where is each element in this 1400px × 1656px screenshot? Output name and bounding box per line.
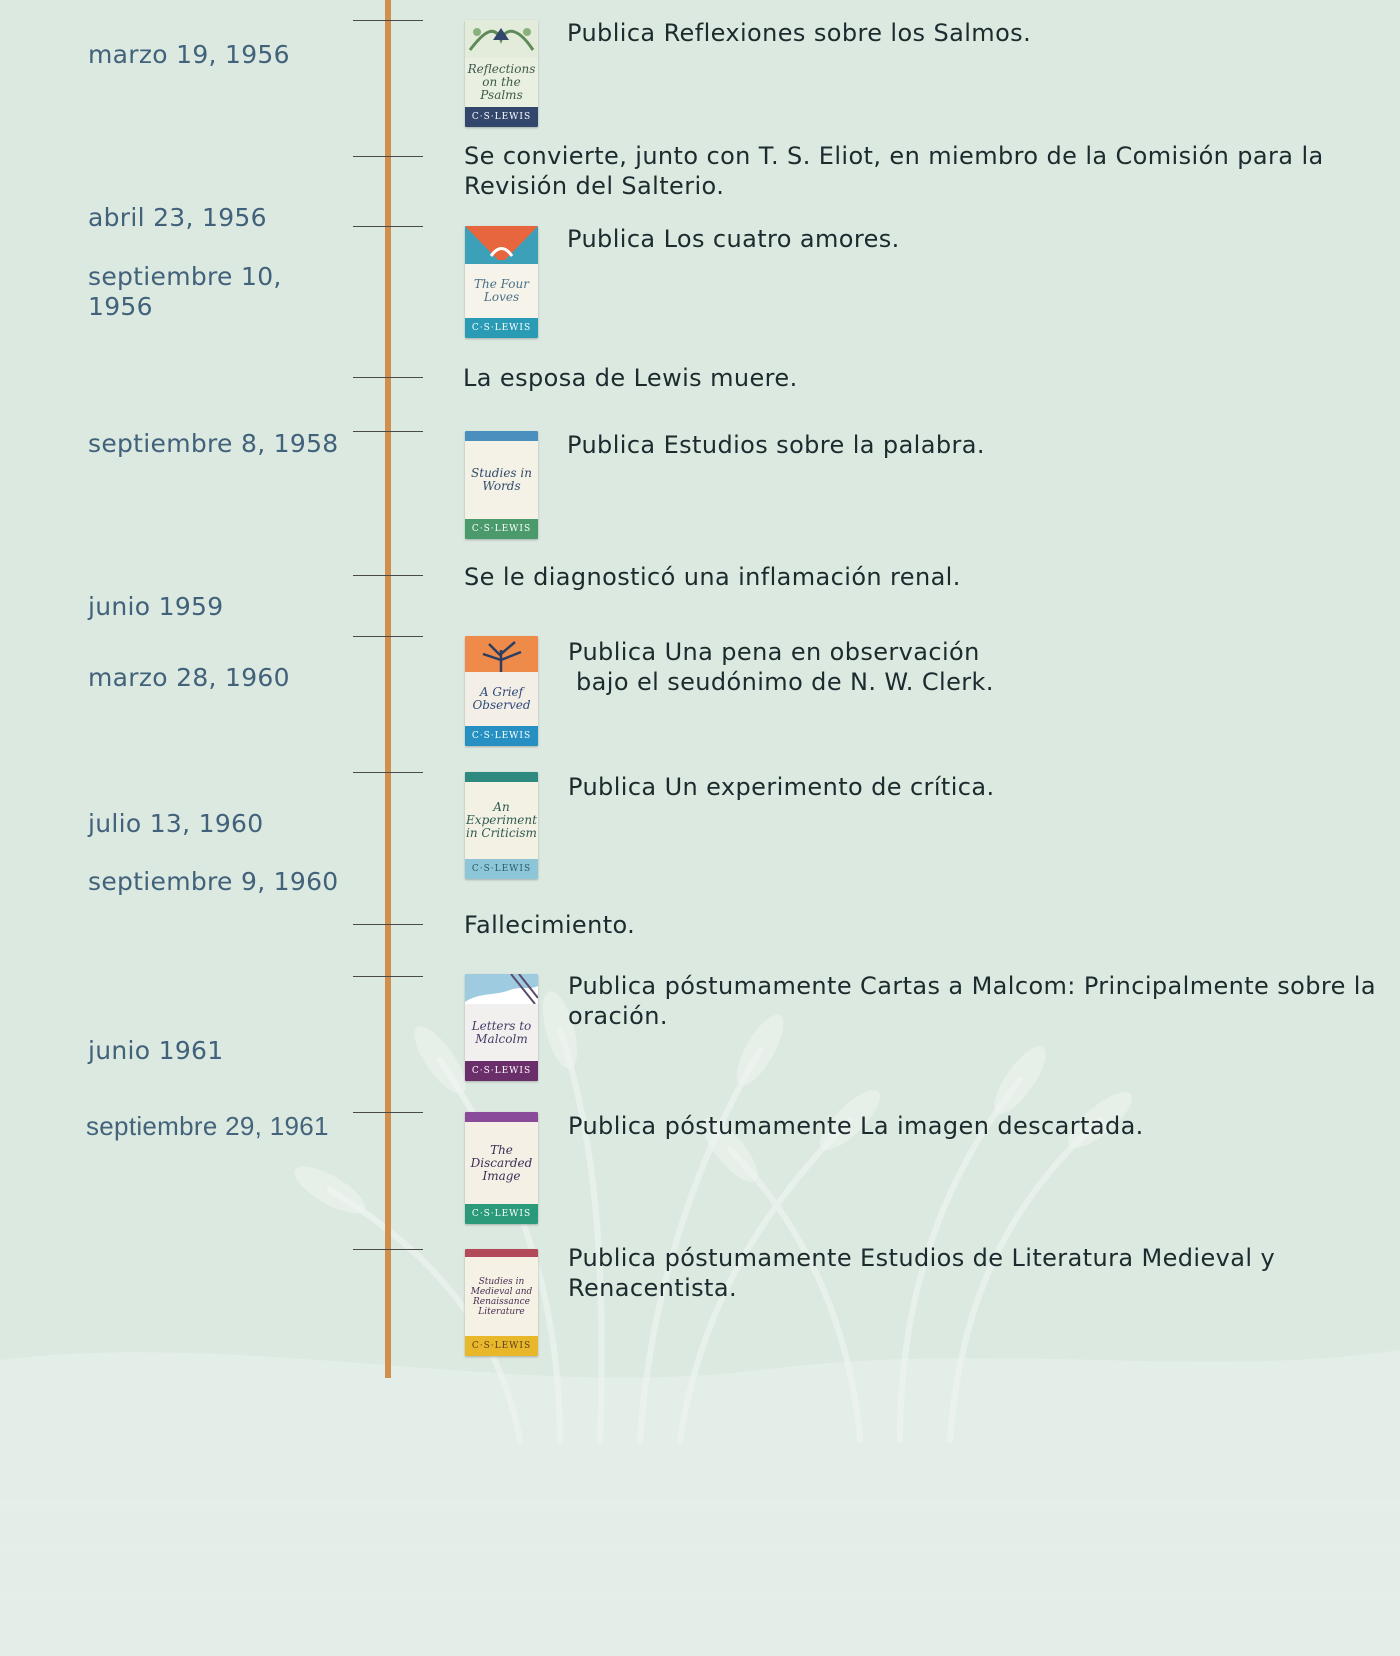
book-author: C·S·LEWIS xyxy=(465,1204,538,1224)
leaf-pattern-icon xyxy=(465,20,538,58)
event-text: Publica Reflexiones sobre los Salmos. xyxy=(567,19,1032,47)
book-cover-icon xyxy=(465,636,538,746)
book-title: Studies in Medieval and Renaissance Literature xyxy=(470,1276,533,1317)
book-title: Letters to Malcolm xyxy=(471,1018,532,1046)
timeline-date: septiembre 10, 1956 xyxy=(88,262,282,321)
event-text: Publica póstumamente Cartas a Malcom: Principalmente sobre la oración. xyxy=(568,972,1385,1030)
event-text: Publica Estudios sobre la palabra. xyxy=(567,431,985,459)
book-title: The Discarded Image xyxy=(470,1142,533,1183)
timeline-tick xyxy=(353,377,423,378)
sunburst-art-icon xyxy=(465,226,538,264)
event-text: Fallecimiento. xyxy=(464,911,636,939)
tree-art-icon xyxy=(465,636,538,672)
book-cover-icon xyxy=(465,1249,538,1356)
book-title: Studies in Words xyxy=(471,466,532,493)
book-title: A Grief Observed xyxy=(472,685,531,712)
timeline-date: abril 23, 1956 xyxy=(88,203,267,232)
event-text: Publica póstumamente Estudios de Literatura Medieval y Renacentista. xyxy=(568,1244,1284,1302)
book-author: C·S·LEWIS xyxy=(465,1336,538,1356)
timeline-axis xyxy=(385,0,391,1378)
book-author: C·S·LEWIS xyxy=(465,726,538,746)
event-text: Se le diagnosticó una inflamación renal. xyxy=(464,563,961,591)
timeline-date: septiembre 8, 1958 xyxy=(88,429,339,458)
timeline-tick xyxy=(353,1249,423,1250)
event-text: La esposa de Lewis muere. xyxy=(463,364,798,392)
timeline-date: julio 13, 1960 xyxy=(88,809,264,838)
book-author: C·S·LEWIS xyxy=(465,1061,538,1081)
book-author: C·S·LEWIS xyxy=(465,859,538,879)
book-cover-icon xyxy=(465,1112,538,1224)
book-cover-icon xyxy=(465,226,538,338)
timeline-date: septiembre 9, 1960 xyxy=(88,867,339,896)
book-title: The Four Loves xyxy=(473,277,529,304)
timeline-tick xyxy=(353,226,423,227)
book-author: C·S·LEWIS xyxy=(465,107,538,127)
timeline-date: marzo 28, 1960 xyxy=(88,663,290,692)
book-cover-icon xyxy=(465,772,538,879)
event-text: Publica Los cuatro amores. xyxy=(567,225,900,253)
book-cover-icon xyxy=(465,431,538,539)
timeline-date: septiembre 29, 1961 xyxy=(86,1111,329,1141)
top-band-icon xyxy=(465,431,538,441)
timeline-tick xyxy=(353,636,423,637)
timeline-date: junio 1961 xyxy=(88,1036,224,1065)
top-band-icon xyxy=(465,1249,538,1257)
event-text: Publica Una pena en observación bajo el seudónimo de N. W. Clerk. xyxy=(568,638,994,696)
book-author: C·S·LEWIS xyxy=(465,318,538,338)
timeline-tick xyxy=(353,20,423,21)
timeline-tick xyxy=(353,575,423,576)
book-title: Reflections on the Psalms xyxy=(465,58,538,107)
timeline-tick xyxy=(353,976,423,977)
event-text: Publica Un experimento de crítica. xyxy=(568,773,995,801)
ladder-art-icon xyxy=(465,974,538,1004)
book-title: An Experiment in Criticism xyxy=(466,800,537,840)
timeline-date: junio 1959 xyxy=(88,592,224,621)
timeline-tick xyxy=(353,924,423,925)
event-text: Publica póstumamente La imagen descartada. xyxy=(568,1112,1144,1140)
timeline-tick xyxy=(353,772,423,773)
top-band-icon xyxy=(465,1112,538,1122)
book-cover-icon xyxy=(465,974,538,1081)
timeline-date: marzo 19, 1956 xyxy=(88,40,290,69)
timeline-tick xyxy=(353,1112,423,1113)
book-cover-icon xyxy=(465,20,538,127)
event-text: Se convierte, junto con T. S. Eliot, en miembro de la Comisión para la Revisión del Salterio. xyxy=(464,142,1332,200)
book-author: C·S·LEWIS xyxy=(465,519,538,539)
timeline-tick xyxy=(353,431,423,432)
timeline-tick xyxy=(353,156,423,157)
top-band-icon xyxy=(465,772,538,782)
